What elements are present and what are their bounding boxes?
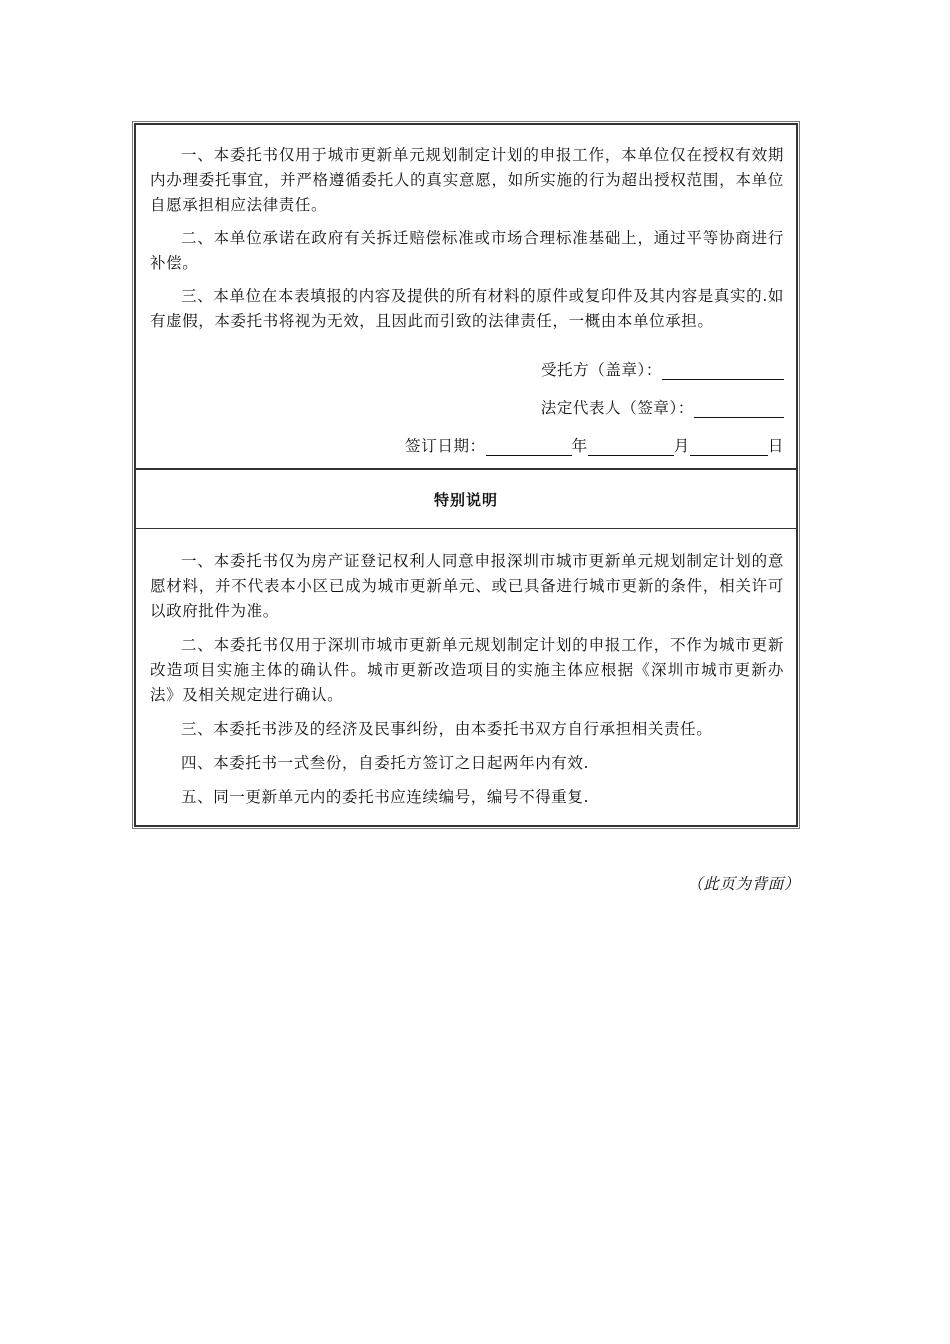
commitment-paragraph: 一、本委托书仅用于城市更新单元规划制定计划的申报工作，本单位仅在授权有效期内办理委托事宜，并严格遵循委托人的真实意愿，如所实施的行为超出授权范围，本单位自愿承担相应法律责任。 [150, 146, 784, 214]
commitment-paragraph: 二、本单位承诺在政府有关拆迁赔偿标准或市场合理标准基础上，通过平等协商进行补偿。 [150, 229, 784, 272]
note-paragraph: 一、本委托书仅为房产证登记权利人同意申报深圳市城市更新单元规划制定计划的意愿材料，并不代表本小区已成为城市更新单元、或已具备进行城市更新的条件，相关许可以政府批件为准。 [150, 552, 784, 620]
legal-rep-line [150, 380, 784, 418]
trustee-seal-label: 受托方（盖章）： [540, 361, 662, 379]
day-blank[interactable] [690, 437, 768, 456]
year-label: 年 [571, 437, 588, 455]
note-paragraph: 四、本委托书一式叁份，自委托方签订之日起两年内有效. [181, 754, 590, 772]
commitment-paragraph: 三、本单位在本表填报的内容及提供的所有材料的原件或复印件及其内容是真实的.如有虚假，本委托书将视为无效，且因此而引致的法律责任，一概由本单位承担。 [150, 287, 784, 330]
entrustment-form [134, 123, 798, 827]
note-paragraph: 五、同一更新单元内的委托书应连续编号，编号不得重复. [181, 788, 590, 806]
signature-block [150, 342, 784, 468]
sign-date-label: 签订日期： [405, 437, 486, 455]
special-notes-heading: 特别说明 [136, 470, 796, 529]
commitments-section [136, 125, 796, 468]
trustee-seal-line [150, 342, 784, 380]
special-notes-section [136, 529, 796, 825]
note-paragraph: 二、本委托书仅用于深圳市城市更新单元规划制定计划的申报工作，不作为城市更新改造项目实施主体的确认件。城市更新改造项目的实施主体应根据《深圳市城市更新办法》及相关规定进行确认。 [150, 636, 784, 704]
sign-date-line [150, 418, 784, 456]
month-label: 月 [673, 437, 690, 455]
day-label: 日 [767, 437, 784, 455]
year-blank[interactable] [486, 437, 572, 456]
month-blank[interactable] [588, 437, 674, 456]
page-back-note: （此页为背面） [687, 875, 800, 893]
trustee-seal-blank[interactable] [662, 361, 784, 380]
legal-rep-label: 法定代表人（签章）： [540, 399, 694, 417]
legal-rep-blank[interactable] [694, 399, 784, 418]
note-paragraph: 三、本委托书涉及的经济及民事纠纷，由本委托书双方自行承担相关责任。 [181, 720, 713, 738]
